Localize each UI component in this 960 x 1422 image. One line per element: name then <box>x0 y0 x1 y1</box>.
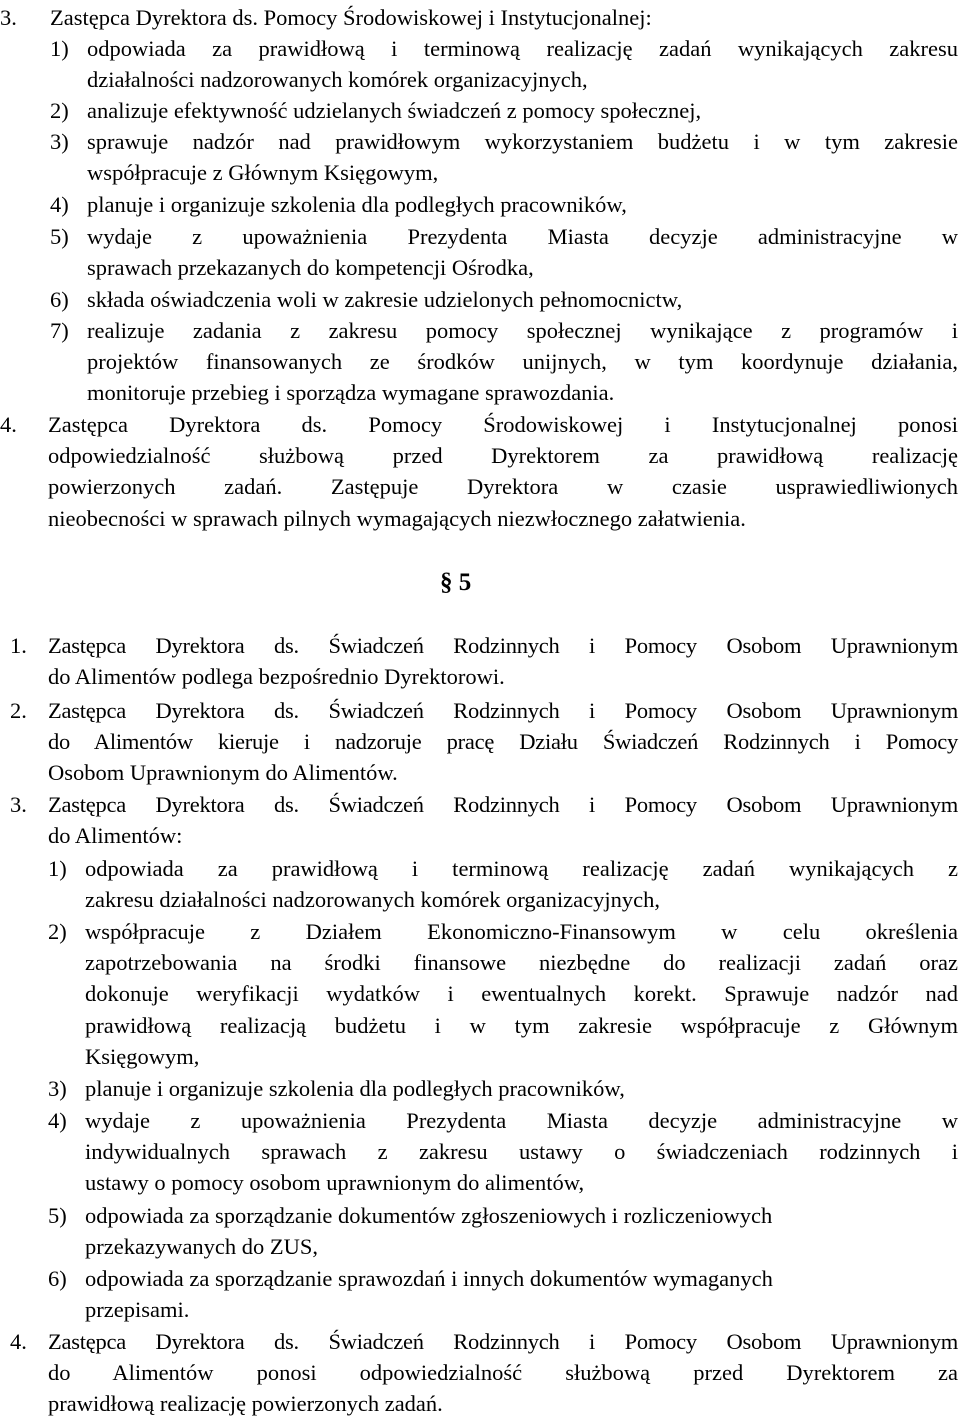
list-item-line: sprawuje nadzór nad prawidłowym wykorzystaniem budżetu i w tym zakresie <box>87 129 958 154</box>
paragraph-line: nieobecności w sprawach pilnych wymagających niezwłocznego załatwienia. <box>48 505 746 531</box>
list-item-number: 2) <box>50 98 69 123</box>
paragraph-line: do Alimentów: <box>48 823 183 849</box>
paragraph-3-header <box>0 2 800 33</box>
paragraph-line: Zastępca Dyrektora ds. Świadczeń Rodzinnych i Pomocy Osobom Uprawnionym <box>48 633 958 658</box>
list-item <box>48 1263 958 1325</box>
section-heading: § 5 <box>440 569 472 596</box>
list-item-line: współpracuje z Działem Ekonomiczno-Finansowym w celu określenia <box>85 919 958 944</box>
paragraph-number: 2. <box>10 698 27 723</box>
paragraph-number: 4. <box>10 1329 27 1354</box>
paragraph-line: Osobom Uprawnionym do Alimentów. <box>48 760 398 786</box>
paragraph-3 <box>10 789 958 851</box>
list-item-line: przekazywanych do ZUS, <box>85 1234 319 1260</box>
paragraph-line: prawidłową realizację powierzonych zadań. <box>48 1391 443 1417</box>
list-item-line: zakresu działalności nadzorowanych komórek organizacyjnych, <box>85 887 660 913</box>
paragraph-line: Zastępca Dyrektora ds. Świadczeń Rodzinnych i Pomocy Osobom Uprawnionym <box>48 698 958 723</box>
list-item <box>48 1200 958 1262</box>
list-item-line: projektów finansowanych ze środków unijnych, w tym koordynuje działania, <box>87 349 958 375</box>
list-item-line: odpowiada za sporządzanie dokumentów zgłoszeniowych i rozliczeniowych <box>85 1203 773 1228</box>
list-item-line: indywidualnych sprawach z zakresu ustawy o świadczeniach rodzinnych i <box>85 1139 958 1165</box>
list-item-line: dokonuje weryfikacji wydatków i ewentualnych korekt. Sprawuje nadzór nad <box>85 981 958 1007</box>
list-item-line: współpracuje z Głównym Księgowym, <box>87 160 439 186</box>
paragraph-1 <box>10 630 958 692</box>
list-item <box>48 1073 958 1104</box>
paragraph-text: Zastępca Dyrektora ds. Pomocy Środowiskowej i Instytucjonalnej: <box>50 5 652 30</box>
list-item-line: działalności nadzorowanych komórek organizacyjnych, <box>87 67 588 93</box>
list-item-line: realizuje zadania z zakresu pomocy społecznej wynikające z programów i <box>87 318 958 343</box>
paragraph-line: do Alimentów kieruje i nadzoruje pracę Działu Świadczeń Rodzinnych i Pomocy <box>48 729 958 755</box>
list-item-line: Księgowym, <box>85 1043 200 1069</box>
list-item-line: monitoruje przebieg i sporządza wymagane sprawozdania. <box>87 380 615 406</box>
list-item <box>50 126 958 188</box>
paragraph-2 <box>10 695 958 789</box>
list-item-number: 4) <box>50 192 69 217</box>
list-item-line: zapotrzebowania na środki finansowe niezbędne do realizacji zadań oraz <box>85 950 958 976</box>
paragraph-number: 3. <box>0 5 17 30</box>
list-item <box>50 95 958 126</box>
list-item-number: 3) <box>48 1076 67 1101</box>
list-item-number: 1) <box>50 36 69 61</box>
paragraph-4 <box>0 409 958 534</box>
list-item-number: 5) <box>50 224 69 249</box>
paragraph-number: 3. <box>10 792 27 817</box>
list-item-line: odpowiada za sporządzanie sprawozdań i innych dokumentów wymaganych <box>85 1266 773 1291</box>
paragraph-line: powierzonych zadań. Zastępuje Dyrektora w czasie usprawiedliwionych <box>48 474 958 500</box>
list-item-line: planuje i organizuje szkolenia dla podległych pracowników, <box>87 192 627 217</box>
list-item-number: 2) <box>48 919 67 944</box>
list-item-number: 4) <box>48 1108 67 1133</box>
list-item-line: odpowiada za prawidłową i terminową realizację zadań wynikających z <box>85 856 958 881</box>
list-item-line: wydaje z upoważnienia Prezydenta Miasta decyzje administracyjne w <box>87 224 958 249</box>
list-item-number: 6) <box>50 287 69 312</box>
list-item-line: składa oświadczenia woli w zakresie udzielonych pełnomocnictw, <box>87 287 683 312</box>
list-item <box>50 189 958 220</box>
paragraph-number: 1. <box>10 633 27 658</box>
list-item <box>50 284 958 315</box>
list-item-number: 3) <box>50 129 69 154</box>
paragraph-line: Zastępca Dyrektora ds. Świadczeń Rodzinnych i Pomocy Osobom Uprawnionym <box>48 1329 958 1354</box>
paragraph-line: odpowiedzialność służbową przed Dyrektorem za prawidłową realizację <box>48 443 958 469</box>
paragraph-4 <box>10 1326 958 1420</box>
paragraph-line: Zastępca Dyrektora ds. Pomocy Środowiskowej i Instytucjonalnej ponosi <box>48 412 958 437</box>
list-item-line: analizuje efektywność udzielanych świadczeń z pomocy społecznej, <box>87 98 702 123</box>
paragraph-line: Zastępca Dyrektora ds. Świadczeń Rodzinnych i Pomocy Osobom Uprawnionym <box>48 792 958 817</box>
list-item <box>48 916 958 1072</box>
list-item-line: wydaje z upoważnienia Prezydenta Miasta decyzje administracyjne w <box>85 1108 958 1133</box>
paragraph-number: 4. <box>0 412 17 437</box>
list-item-line: sprawach przekazanych do kompetencji Ośrodka, <box>87 255 534 281</box>
list-item <box>50 315 958 409</box>
list-item-line: przepisami. <box>85 1297 190 1323</box>
list-item <box>48 1105 958 1199</box>
list-item-number: 7) <box>50 318 69 343</box>
list-item <box>50 33 958 95</box>
list-item-line: prawidłową realizacją budżetu i w tym zakresie współpracuje z Głównym <box>85 1012 958 1038</box>
paragraph-line: do Alimentów ponosi odpowiedzialność służbową przed Dyrektorem za <box>48 1360 958 1386</box>
list-item <box>48 853 958 915</box>
list-item-number: 5) <box>48 1203 67 1228</box>
list-item-line: ustawy o pomocy osobom uprawnionym do alimentów, <box>85 1170 585 1196</box>
list-item-line: odpowiada za prawidłową i terminową realizację zadań wynikających zakresu <box>87 36 958 61</box>
list-item-line: planuje i organizuje szkolenia dla podległych pracowników, <box>85 1076 625 1101</box>
list-item-number: 1) <box>48 856 67 881</box>
list-item <box>50 221 958 283</box>
paragraph-line: do Alimentów podlega bezpośrednio Dyrektorowi. <box>48 664 505 690</box>
list-item-number: 6) <box>48 1266 67 1291</box>
